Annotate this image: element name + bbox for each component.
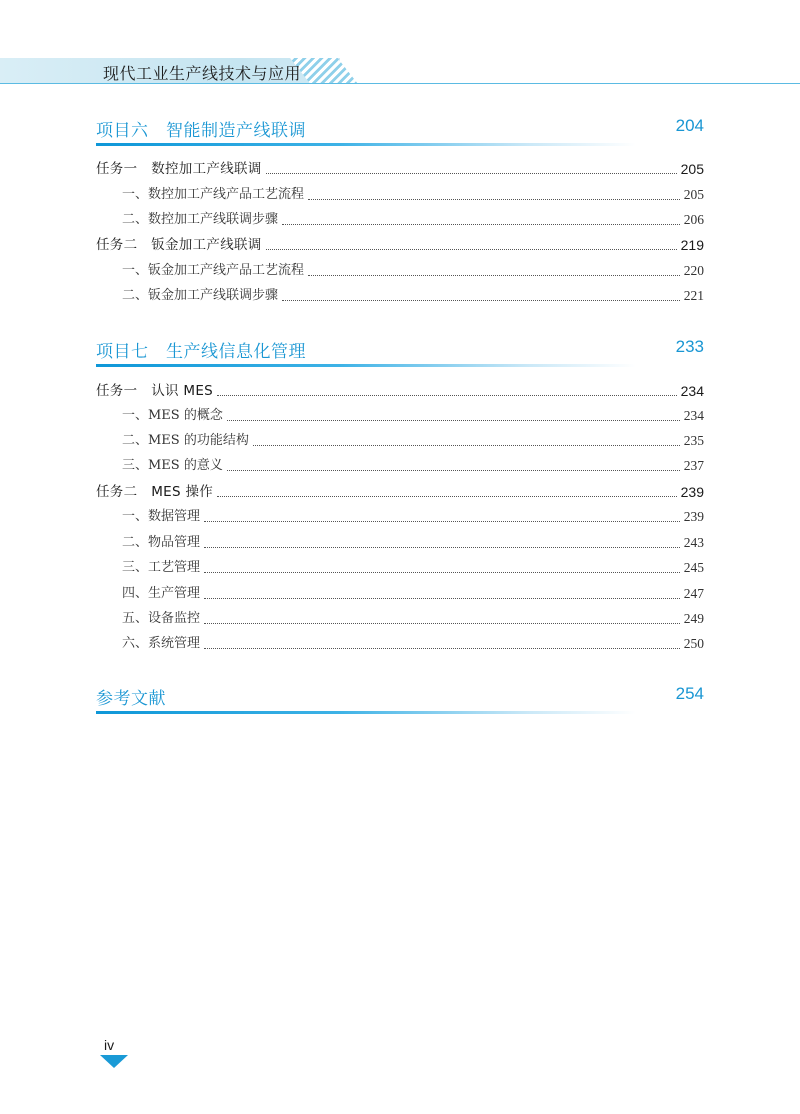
toc-entry-subsection[interactable] [122,583,704,603]
toc-entry-subsection[interactable] [122,506,704,526]
toc-entry-label: 二、钣金加工产线联调步骤 [122,288,279,303]
toc-entry-page: 206 [683,212,704,227]
toc-entry-label: 任务二 钣金加工产线联调 [96,237,262,253]
toc-entry-page: 234 [683,408,704,423]
section-title: 参考文献 [96,689,166,709]
toc-entry-label: 四、生产管理 [122,586,201,601]
toc-entry-subsection[interactable] [122,608,704,628]
toc-entry-subsection[interactable] [122,430,704,450]
toc-entry-label: 二、物品管理 [122,535,201,550]
section-title: 项目六 智能制造产线联调 [96,121,306,141]
section-heading[interactable] [96,684,704,716]
running-header [0,58,800,86]
dot-leader [308,198,680,200]
section-rule [96,143,636,146]
section-title: 项目七 生产线信息化管理 [96,342,306,362]
toc-entry-page: 247 [683,586,704,601]
dot-leader [204,622,680,624]
section-page-number: 233 [675,337,704,356]
toc-entry-label: 三、MES 的意义 [122,458,223,473]
toc-entry-label: 任务二 MES 操作 [96,484,214,500]
toc-entry-label: 三、工艺管理 [122,560,201,575]
toc-entry-subsection[interactable] [122,260,704,280]
toc-entry-task[interactable] [96,234,704,254]
dot-leader [227,469,680,471]
section-heading [96,116,704,148]
toc-entry-page: 243 [683,535,704,550]
section-page-number: 254 [675,684,704,703]
dot-leader [217,495,677,497]
book-title: 现代工业生产线技术与应用 [103,64,302,83]
dot-leader [227,419,680,421]
toc-entry-page: 205 [683,187,704,202]
section-rule [96,364,636,367]
toc-entry-subsection[interactable] [122,405,704,425]
toc-entry-page: 235 [683,433,704,448]
toc-entry-label: 二、MES 的功能结构 [122,433,249,448]
toc-entry-page: 239 [683,509,704,524]
toc-entry-label: 任务一 认识 MES [96,383,214,399]
toc-entry-subsection[interactable] [122,633,704,653]
toc-entry-label: 一、数控加工产线产品工艺流程 [122,187,305,202]
toc-entry-label: 任务一 数控加工产线联调 [96,161,262,177]
section-rule [96,711,636,714]
toc-entry-subsection[interactable] [122,557,704,577]
toc-entry-label: 六、系统管理 [122,636,201,651]
dot-leader [204,520,680,522]
toc-entry-subsection[interactable] [122,455,704,475]
toc-entry-task[interactable] [96,158,704,178]
dot-leader [204,597,680,599]
toc-entry-page: 250 [683,636,704,651]
toc-entry-page: 220 [683,263,704,278]
toc-entry-label: 一、MES 的概念 [122,408,223,423]
dot-leader [282,299,680,301]
toc-entry-task[interactable] [96,481,704,501]
toc-entry-page: 205 [680,161,704,177]
section-heading [96,337,704,369]
toc-entry-page: 234 [680,383,704,399]
dot-leader [266,248,677,250]
dot-leader [217,394,677,396]
dot-leader [308,274,680,276]
toc-entry-task[interactable] [96,380,704,400]
page-number: iv [104,1037,115,1053]
toc-entry-subsection[interactable] [122,285,704,305]
toc-entry-page: 219 [680,237,704,253]
toc-entry-subsection[interactable] [122,184,704,204]
toc-entry-label: 五、设备监控 [122,611,201,626]
toc-entry-label: 二、数控加工产线联调步骤 [122,212,279,227]
toc-entry-page: 237 [683,458,704,473]
toc-entry-label: 一、数据管理 [122,509,201,524]
toc-entry-subsection[interactable] [122,532,704,552]
dot-leader [253,444,680,446]
page-marker-triangle-icon [100,1055,128,1068]
toc-entry-label: 一、钣金加工产线产品工艺流程 [122,263,305,278]
dot-leader [282,223,680,225]
toc-entry-page: 249 [683,611,704,626]
dot-leader [204,571,680,573]
toc-entry-page: 245 [683,560,704,575]
dot-leader [204,647,680,649]
dot-leader [204,546,680,548]
toc-entry-page: 239 [680,484,704,500]
section-page-number: 204 [675,116,704,135]
toc-entry-subsection[interactable] [122,209,704,229]
toc-entry-page: 221 [683,288,704,303]
dot-leader [266,172,677,174]
